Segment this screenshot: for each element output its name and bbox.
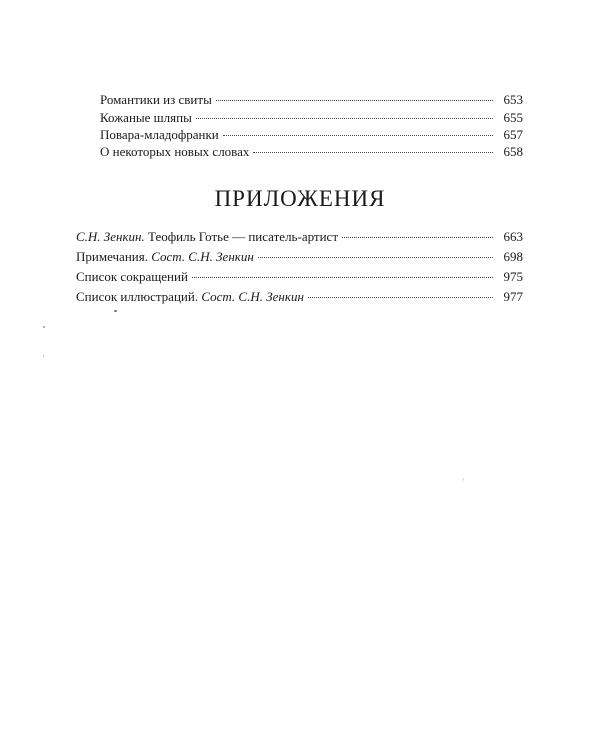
toc-entry <box>100 144 523 160</box>
toc-entry-page: 977 <box>503 289 523 304</box>
toc-entry-title-text: Примечания. <box>76 249 152 264</box>
section-heading: ПРИЛОЖЕНИЯ <box>214 186 386 211</box>
toc-entry-title: Романтики из свиты <box>100 92 212 107</box>
print-speck <box>43 355 44 357</box>
toc-entry <box>76 269 523 285</box>
print-speck <box>463 478 464 481</box>
dot-leader <box>216 100 493 101</box>
toc-entry-page: 657 <box>503 127 523 142</box>
toc-entry-editor: Сост. С.Н. Зенкин <box>201 289 304 304</box>
toc-entry-page: 698 <box>503 249 523 264</box>
toc-entry-title: Повара-младофранки <box>100 127 219 142</box>
toc-entry-title <box>76 269 188 285</box>
print-speck <box>43 326 45 328</box>
print-speck <box>114 310 117 312</box>
toc-entry-title: Кожаные шляпы <box>100 110 192 125</box>
dot-leader <box>258 257 493 258</box>
toc-entry-page: 658 <box>503 144 523 159</box>
toc-entry-page: 655 <box>503 110 523 125</box>
toc-entry-title-text: Список сокращений <box>76 269 188 284</box>
toc-entry-page: 653 <box>503 92 523 107</box>
dot-leader <box>223 135 493 136</box>
dot-leader <box>253 152 493 153</box>
toc-entry <box>100 127 523 143</box>
toc-entry-editor: Сост. С.Н. Зенкин <box>151 249 254 264</box>
dot-leader <box>342 237 493 238</box>
toc-entry <box>76 229 523 245</box>
dot-leader <box>308 297 493 298</box>
toc-entry <box>76 289 523 305</box>
dot-leader <box>196 118 493 119</box>
toc-entry-page: 975 <box>503 269 523 284</box>
toc-entry-author: С.Н. Зенкин. <box>76 229 145 244</box>
toc-entry-title-text: Список иллюстраций. <box>76 289 202 304</box>
toc-entry-title <box>76 229 338 245</box>
toc-entry-page: 663 <box>503 229 523 244</box>
toc-entry <box>100 92 523 108</box>
toc-entry-title <box>76 289 304 305</box>
toc-entry-title <box>76 249 254 265</box>
toc-entry <box>100 110 523 126</box>
toc-entry <box>76 249 523 265</box>
toc-entry-title: О некоторых новых словах <box>100 144 250 159</box>
toc-entry-title-text: Теофиль Готье — писатель-артист <box>144 229 339 244</box>
dot-leader <box>192 277 493 278</box>
